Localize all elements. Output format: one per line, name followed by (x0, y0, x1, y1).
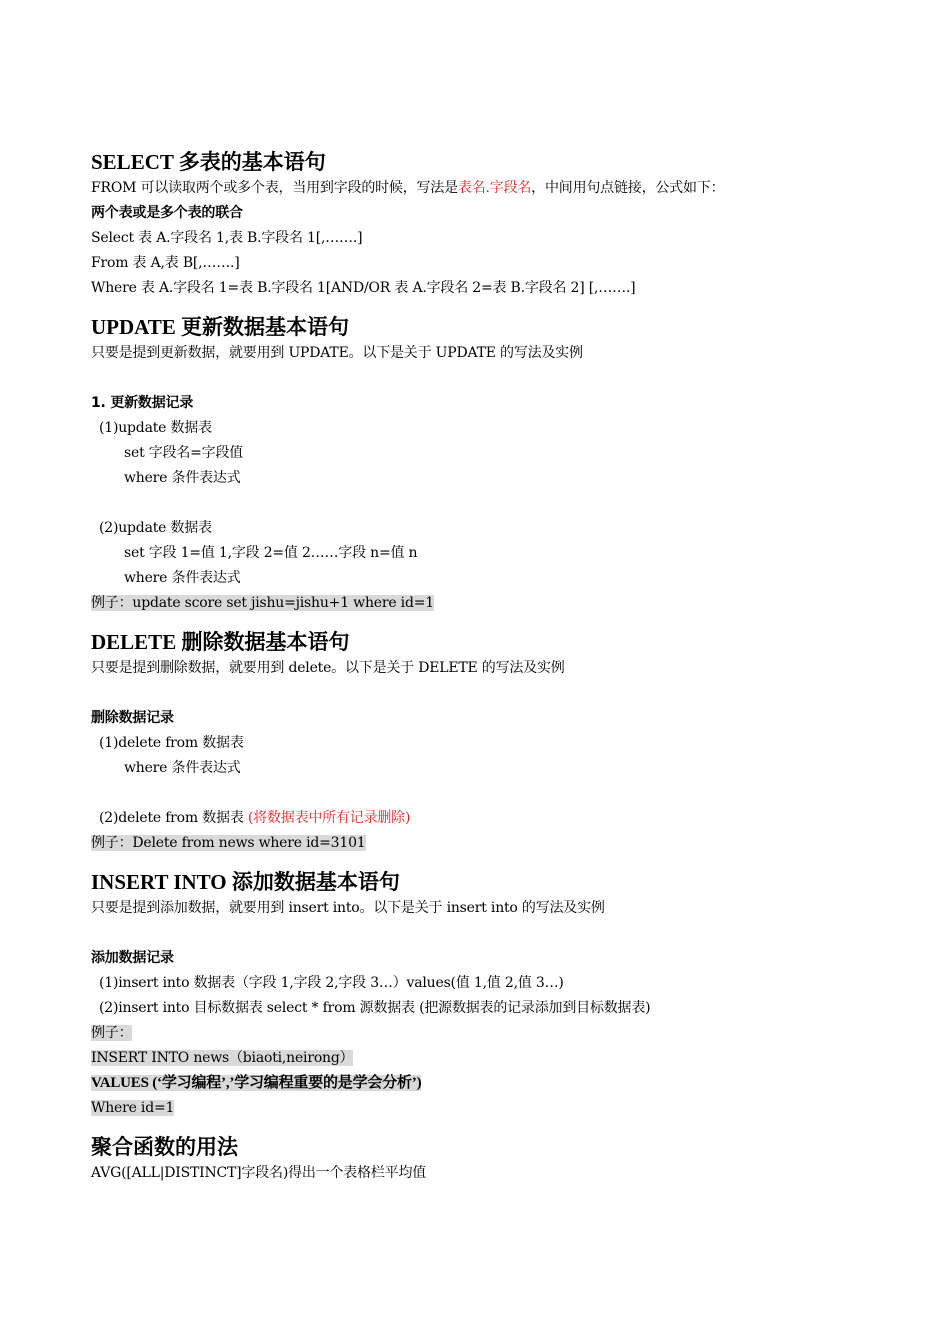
update-subhead: 1. 更新数据记录 (91, 395, 194, 411)
insert-example-3 (91, 1096, 871, 1121)
insert-subhead: 添加数据记录 (91, 950, 174, 966)
update-b2: set 字段 1=值 1,字段 2=值 2……字段 n=值 n (124, 545, 418, 561)
update-heading: UPDATE 更新数据基本语句 (91, 315, 350, 339)
select-intro-highlight: 表名.字段名 (457, 180, 532, 196)
document-page (91, 148, 871, 1186)
delete-b1-text: (2)delete from 数据表 (99, 810, 244, 826)
update-a3: where 条件表达式 (124, 470, 241, 486)
delete-a1: (1)delete from 数据表 (99, 735, 244, 751)
insert-example-2-text: VALUES (‘学习编程’,’学习编程重要的是学会分析’) (91, 1075, 422, 1091)
update-a1: (1)update 数据表 (99, 420, 212, 436)
delete-example (91, 831, 871, 856)
select-line-3: Where 表 A.字段名 1=表 B.字段名 1[AND/OR 表 A.字段名 2=表 B.字段名 2] [,…….] (91, 280, 636, 296)
insert-line-2: (2)insert into 目标数据表 select * from 源数据表 (把源数据表的记录添加到目标数据表) (99, 1000, 651, 1016)
delete-intro: 只要是提到删除数据，就要用到 delete。以下是关于 DELETE 的写法及实例 (91, 660, 565, 676)
update-example (91, 591, 871, 616)
select-intro-text: FROM 可以读取两个或多个表，当用到字段的时候，写法是 (91, 180, 458, 196)
insert-heading: INSERT INTO 添加数据基本语句 (91, 870, 400, 894)
delete-a2: where 条件表达式 (124, 760, 241, 776)
select-intro (91, 176, 871, 201)
select-line-2: From 表 A,表 B[,…….] (91, 255, 240, 271)
update-intro: 只要是提到更新数据，就要用到 UPDATE。以下是关于 UPDATE 的写法及实例 (91, 345, 583, 361)
delete-example-text: 例子：Delete from news where id=3101 (91, 835, 366, 851)
insert-example-3-text: Where id=1 (91, 1100, 175, 1116)
select-heading: SELECT 多表的基本语句 (91, 150, 326, 174)
insert-example-label (91, 1021, 871, 1046)
delete-heading: DELETE 删除数据基本语句 (91, 630, 350, 654)
insert-intro: 只要是提到添加数据，就要用到 insert into。以下是关于 insert into 的写法及实例 (91, 900, 605, 916)
select-subhead: 两个表或是多个表的联合 (91, 205, 243, 221)
update-example-text: 例子：update score set jishu=jishu+1 where id=1 (91, 595, 434, 611)
insert-example-1 (91, 1046, 871, 1071)
delete-subhead: 删除数据记录 (91, 710, 174, 726)
select-line-1: Select 表 A.字段名 1,表 B.字段名 1[,…….] (91, 230, 363, 246)
insert-example-1-text: INSERT INTO news（biaoti,neirong） (91, 1050, 354, 1066)
delete-b1 (91, 806, 871, 831)
update-b1: (2)update 数据表 (99, 520, 212, 536)
insert-line-1: (1)insert into 数据表（字段 1,字段 2,字段 3…）values(值 1,值 2,值 3…) (99, 975, 564, 991)
update-a2: set 字段名=字段值 (124, 445, 244, 461)
delete-b1-note: (将数据表中所有记录删除) (247, 810, 411, 826)
insert-example-label-text: 例子： (91, 1025, 133, 1041)
insert-example-2 (91, 1071, 871, 1096)
agg-line-1: AVG([ALL|DISTINCT]字段名)得出一个表格栏平均值 (91, 1165, 427, 1181)
agg-heading: 聚合函数的用法 (91, 1135, 238, 1159)
update-b3: where 条件表达式 (124, 570, 241, 586)
select-intro-tail: ，中间用句点链接，公式如下： (531, 180, 725, 196)
